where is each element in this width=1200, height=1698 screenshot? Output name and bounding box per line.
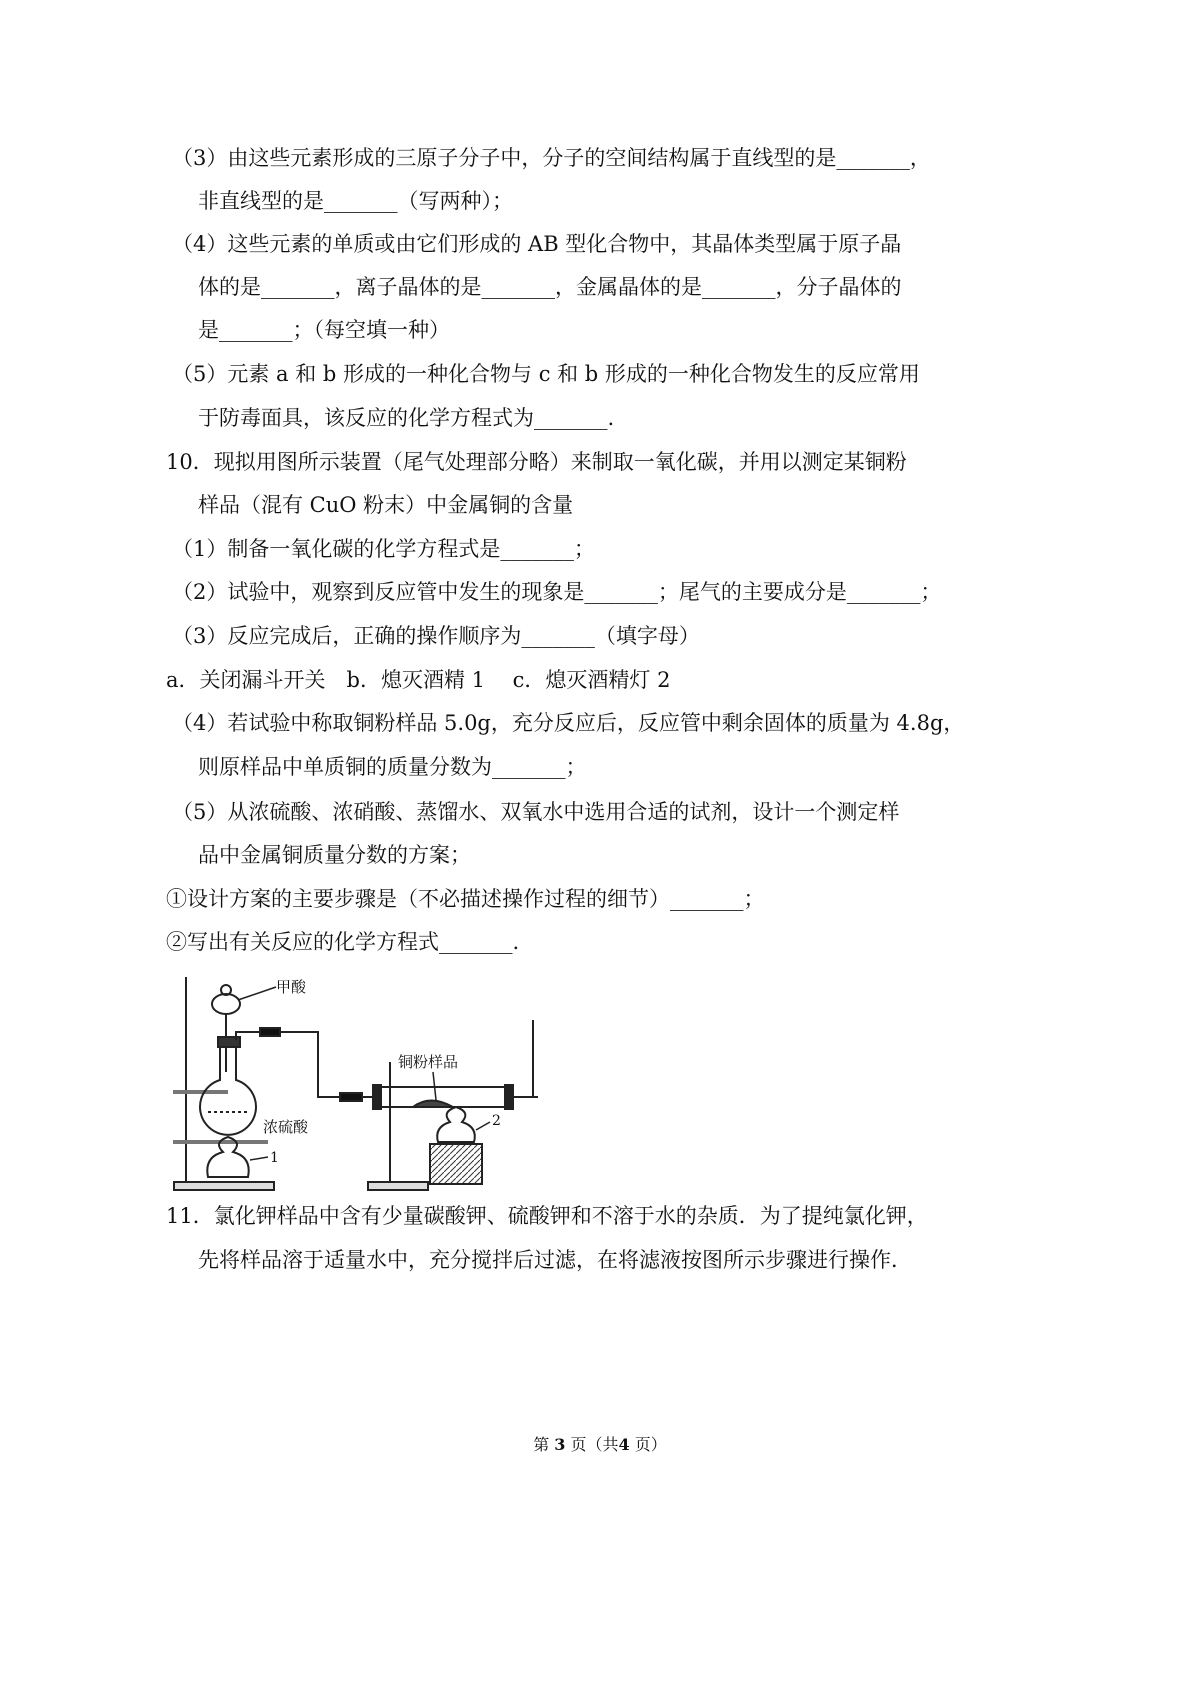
text-line: 体的是_______，离子晶体的是_______，金属晶体的是_______，分子晶体的 bbox=[198, 275, 902, 299]
support-block bbox=[430, 1144, 482, 1184]
gas-tube bbox=[236, 1032, 373, 1097]
label-copper-sample: 铜粉样品 bbox=[398, 1053, 459, 1071]
text-line: （2）试验中，观察到反应管中发生的现象是_______；尾气的主要成分是_______； bbox=[172, 580, 942, 604]
footer-prefix: 第 bbox=[533, 1435, 550, 1454]
text-line: a．关闭漏斗开关 b．熄灭酒精 1 c．熄灭酒精灯 2 bbox=[166, 668, 671, 692]
copper-sample bbox=[413, 1101, 453, 1108]
text-line: 先将样品溶于适量水中，充分搅拌后过滤，在将滤液按图所示步骤进行操作． bbox=[198, 1248, 912, 1272]
label-sulfuric-acid: 浓硫酸 bbox=[263, 1118, 309, 1136]
total-pages: 4 bbox=[618, 1435, 630, 1454]
page-footer bbox=[0, 1432, 1200, 1455]
text-line: 是_______；（每空填一种） bbox=[198, 318, 450, 342]
text-line: ①设计方案的主要步骤是（不必描述操作过程的细节）_______； bbox=[166, 887, 765, 911]
text-line: （5）元素 a 和 b 形成的一种化合物与 c 和 b 形成的一种化合物发生的反应常用 bbox=[172, 362, 920, 386]
footer-mid: 页（共 bbox=[570, 1435, 619, 1454]
text-line: 品中金属铜质量分数的方案； bbox=[198, 843, 471, 867]
text-line: （4）这些元素的单质或由它们形成的 AB 型化合物中，其晶体类型属于原子晶 bbox=[172, 232, 902, 256]
label-lamp-1: 1 bbox=[270, 1150, 279, 1166]
text-line: 样品（混有 CuO 粉末）中金属铜的含量 bbox=[198, 493, 574, 517]
text-line: （3）反应完成后，正确的操作顺序为_______（填字母） bbox=[172, 624, 700, 648]
footer-suffix: 页） bbox=[634, 1435, 667, 1454]
apparatus-figure bbox=[168, 962, 548, 1197]
label-lamp-2: 2 bbox=[492, 1113, 501, 1129]
alcohol-lamp-2 bbox=[437, 1107, 475, 1142]
text-line: 10．现拟用图所示装置（尾气处理部分略）来制取一氧化碳，并用以测定某铜粉 bbox=[166, 450, 907, 474]
dropping-funnel bbox=[212, 994, 240, 1014]
text-line: （1）制备一氧化碳的化学方程式是_______； bbox=[172, 537, 595, 561]
text-line: （4）若试验中称取铜粉样品 5.0g，充分反应后，反应管中剩余固体的质量为 4.8g， bbox=[172, 711, 965, 735]
text-line: （5）从浓硫酸、浓硝酸、蒸馏水、双氧水中选用合适的试剂，设计一个测定样 bbox=[172, 800, 900, 824]
text-line: 非直线型的是_______（写两种）； bbox=[198, 189, 513, 213]
text-line: 11．氯化钾样品中含有少量碳酸钾、硫酸钾和不溶于水的杂质．为了提纯氯化钾， bbox=[166, 1204, 928, 1228]
text-line: ②写出有关反应的化学方程式_______. bbox=[166, 930, 520, 954]
text-line: 于防毒面具，该反应的化学方程式为_______. bbox=[198, 406, 615, 430]
text-line: （3）由这些元素形成的三原子分子中，分子的空间结构属于直线型的是_______， bbox=[172, 146, 931, 170]
text-line: 则原样品中单质铜的质量分数为_______； bbox=[198, 755, 587, 779]
label-formic-acid: 甲酸 bbox=[276, 978, 307, 996]
page-number: 3 bbox=[554, 1435, 566, 1454]
stand-base bbox=[174, 1182, 274, 1190]
